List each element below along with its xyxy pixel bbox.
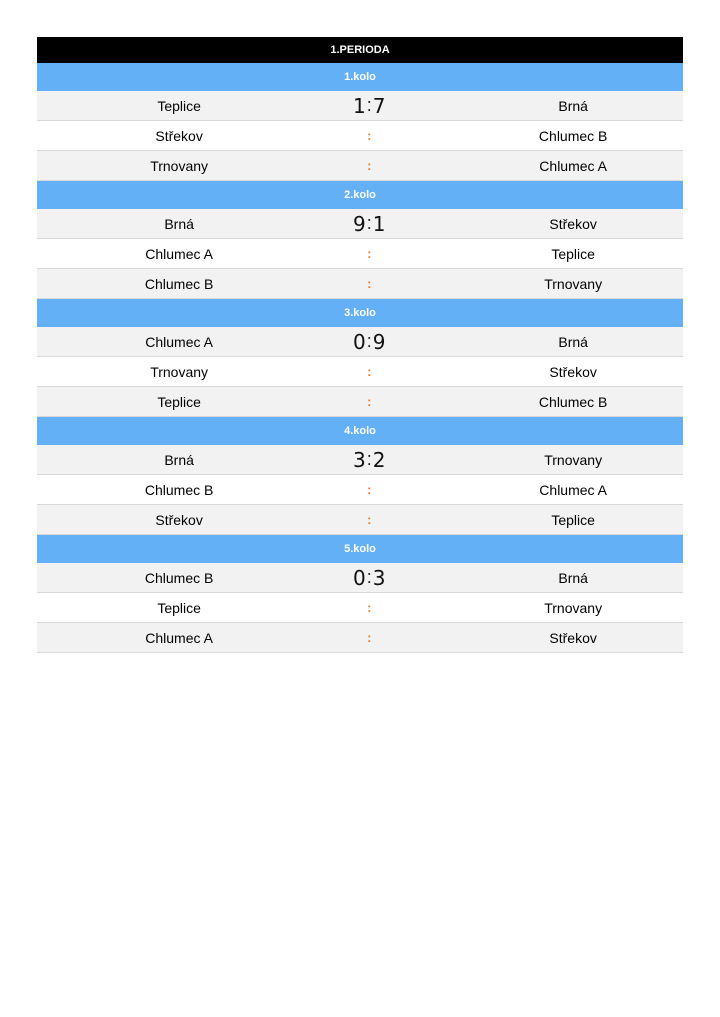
score-separator: : [367,394,372,409]
round-header: 2.kolo [37,181,683,209]
match-score [298,94,440,118]
away-team: Brná [558,333,588,350]
score-separator: : [367,482,372,497]
match-row [37,357,683,387]
home-team: Střekov [155,511,203,528]
home-team: Teplice [157,97,201,114]
away-team: Chlumec B [538,393,608,410]
away-score: 3 [372,565,386,590]
score-separator: : [367,276,372,291]
round-header: 5.kolo [37,535,683,563]
home-score: 1 [353,93,366,118]
match-score [298,630,440,645]
match-score [298,364,440,379]
away-team: Brná [558,569,588,586]
period-title: 1.PERIODA [37,37,683,63]
match-score [298,448,440,472]
home-team: Chlumec A [145,629,213,646]
home-team: Trnovany [150,363,209,380]
score-separator: : [366,331,372,351]
match-row [37,593,683,623]
away-team: Trnovany [544,275,603,292]
match-row [37,387,683,417]
match-score [298,566,440,590]
home-score: 0 [353,329,366,354]
score-separator: : [367,364,372,379]
score-separator: : [367,246,372,261]
match-score [298,128,440,143]
match-row [37,475,683,505]
away-team: Chlumec B [538,127,608,144]
home-score: 0 [353,565,366,590]
away-team: Teplice [551,511,595,528]
home-team: Chlumec B [144,569,214,586]
score-separator: : [367,512,372,527]
schedule-table [37,37,683,653]
score-separator: : [367,128,372,143]
away-score: 9 [372,329,386,354]
home-team: Chlumec A [145,245,213,262]
match-score [298,600,440,615]
score-separator: : [366,449,372,469]
match-row [37,239,683,269]
home-team: Teplice [157,599,201,616]
home-team: Chlumec B [144,275,214,292]
match-score [298,158,440,173]
match-score [298,330,440,354]
score-separator: : [366,213,372,233]
away-score: 7 [372,93,386,118]
score-separator: : [366,567,372,587]
home-team: Brná [164,451,194,468]
round-header: 1.kolo [37,63,683,91]
home-score: 9 [353,211,366,236]
match-score [298,482,440,497]
score-separator: : [367,630,372,645]
home-team: Chlumec A [145,333,213,350]
match-row [37,91,683,121]
away-team: Chlumec A [539,157,607,174]
match-row [37,269,683,299]
home-team: Teplice [157,393,201,410]
home-score: 3 [353,447,366,472]
away-team: Brná [558,97,588,114]
match-score [298,246,440,261]
round-header: 3.kolo [37,299,683,327]
match-row [37,151,683,181]
away-team: Trnovany [544,599,603,616]
away-score: 1 [372,211,386,236]
away-team: Teplice [551,245,595,262]
away-team: Chlumec A [539,481,607,498]
score-separator: : [367,158,372,173]
round-header: 4.kolo [37,417,683,445]
match-score [298,512,440,527]
away-team: Střekov [549,629,597,646]
match-row [37,121,683,151]
home-team: Trnovany [150,157,209,174]
match-row [37,563,683,593]
match-row [37,209,683,239]
rounds-container [37,63,683,653]
home-team: Střekov [155,127,203,144]
match-row [37,623,683,653]
match-row [37,445,683,475]
match-score [298,394,440,409]
match-score [298,212,440,236]
score-separator: : [366,95,372,115]
away-team: Trnovany [544,451,603,468]
away-score: 2 [372,447,386,472]
match-score [298,276,440,291]
home-team: Chlumec B [144,481,214,498]
match-row [37,327,683,357]
score-separator: : [367,600,372,615]
match-row [37,505,683,535]
away-team: Střekov [549,215,597,232]
away-team: Střekov [549,363,597,380]
home-team: Brná [164,215,194,232]
